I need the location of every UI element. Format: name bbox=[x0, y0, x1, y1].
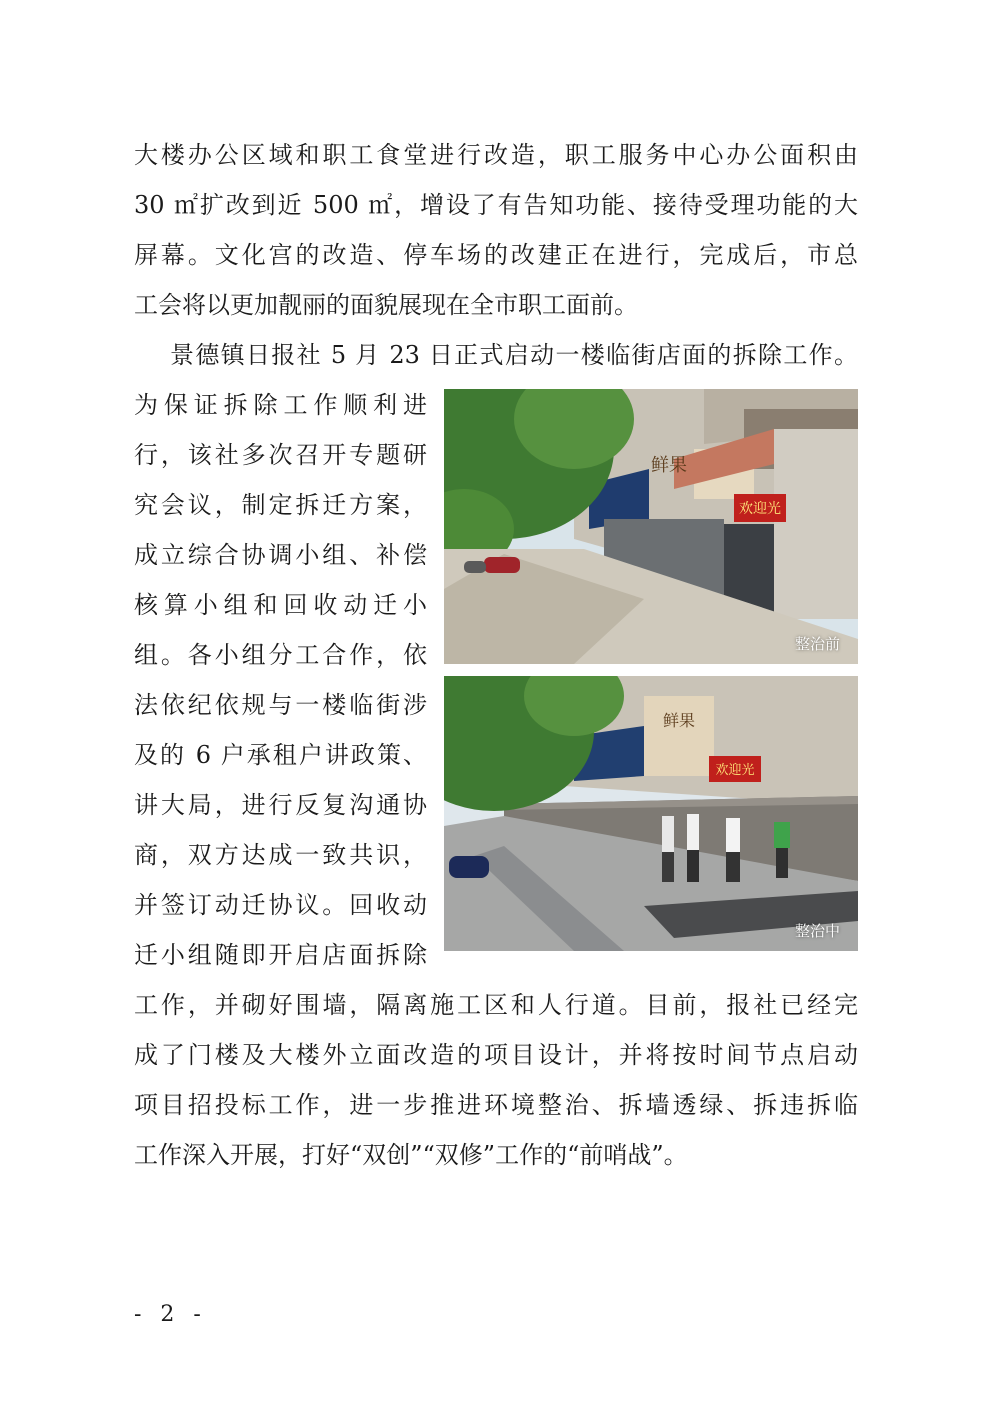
para2-side-line-5: 核算小组和回收动迁小 bbox=[134, 591, 427, 619]
para2-side-line-12: 迁小组随即开启店面拆除 bbox=[134, 941, 427, 969]
para2-side-line-2: 行，该社多次召开专题研 bbox=[134, 441, 427, 469]
para2-rest-line-3: 项目招投标工作，进一步推进环境整治、拆墙透绿、拆违拆临 bbox=[134, 1091, 858, 1119]
para2-side-line-7: 法依纪依规与一楼临街涉 bbox=[134, 691, 427, 719]
para2-side-line-3: 究会议，制定拆迁方案， bbox=[134, 491, 427, 519]
para1-line-4: 工会将以更加靓丽的面貌展现在全市职工面前。 bbox=[134, 291, 638, 319]
street-before-illustration bbox=[444, 389, 858, 664]
photo-before-caption: 整治前 bbox=[794, 635, 840, 653]
para2-side-line-11: 并签订动迁协议。回收动 bbox=[134, 891, 427, 919]
para2-side-line-4: 成立综合协调小组、补偿 bbox=[134, 541, 427, 569]
para2-side-line-10: 商，双方达成一致共识， bbox=[134, 841, 427, 869]
photo-during-caption: 整治中 bbox=[794, 922, 840, 940]
photo-during-renovation bbox=[444, 676, 858, 951]
shop-sign-text-during: 鲜果 bbox=[662, 711, 696, 730]
para2-side-line-8: 及的 6 户承租户讲政策、 bbox=[134, 741, 427, 769]
para2-rest-line-2: 成了门楼及大楼外立面改造的项目设计，并将按时间节点启动 bbox=[134, 1041, 858, 1069]
para1-line-3: 屏幕。文化宫的改造、停车场的改建正在进行，完成后，市总 bbox=[134, 241, 858, 269]
para1-line-1: 大楼办公区域和职工食堂进行改造，职工服务中心办公面积由 bbox=[134, 141, 858, 169]
para2-side-line-9: 讲大局，进行反复沟通协 bbox=[134, 791, 427, 819]
banner-text-before: 欢迎光 bbox=[739, 501, 781, 517]
para2-side-line-6: 组。各小组分工合作，依 bbox=[134, 641, 427, 669]
para2-first-line: 景德镇日报社 5 月 23 日正式启动一楼临街店面的拆除工作。 bbox=[170, 341, 858, 369]
page-number: - 2 - bbox=[134, 1302, 207, 1327]
street-during-illustration bbox=[444, 676, 858, 951]
para1-line-2: 30 ㎡扩改到近 500 ㎡，增设了有告知功能、接待受理功能的大 bbox=[134, 191, 858, 219]
shop-sign-text-before: 鲜果 bbox=[651, 455, 687, 476]
para2-rest-line-4: 工作深入开展，打好“双创”“双修”工作的“前哨战”。 bbox=[134, 1141, 688, 1169]
para2-rest-line-1: 工作，并砌好围墙，隔离施工区和人行道。目前，报社已经完 bbox=[134, 991, 858, 1019]
banner-text-during: 欢迎光 bbox=[715, 763, 755, 778]
photo-before-renovation bbox=[444, 389, 858, 664]
para2-side-line-1: 为保证拆除工作顺利进 bbox=[134, 391, 427, 419]
